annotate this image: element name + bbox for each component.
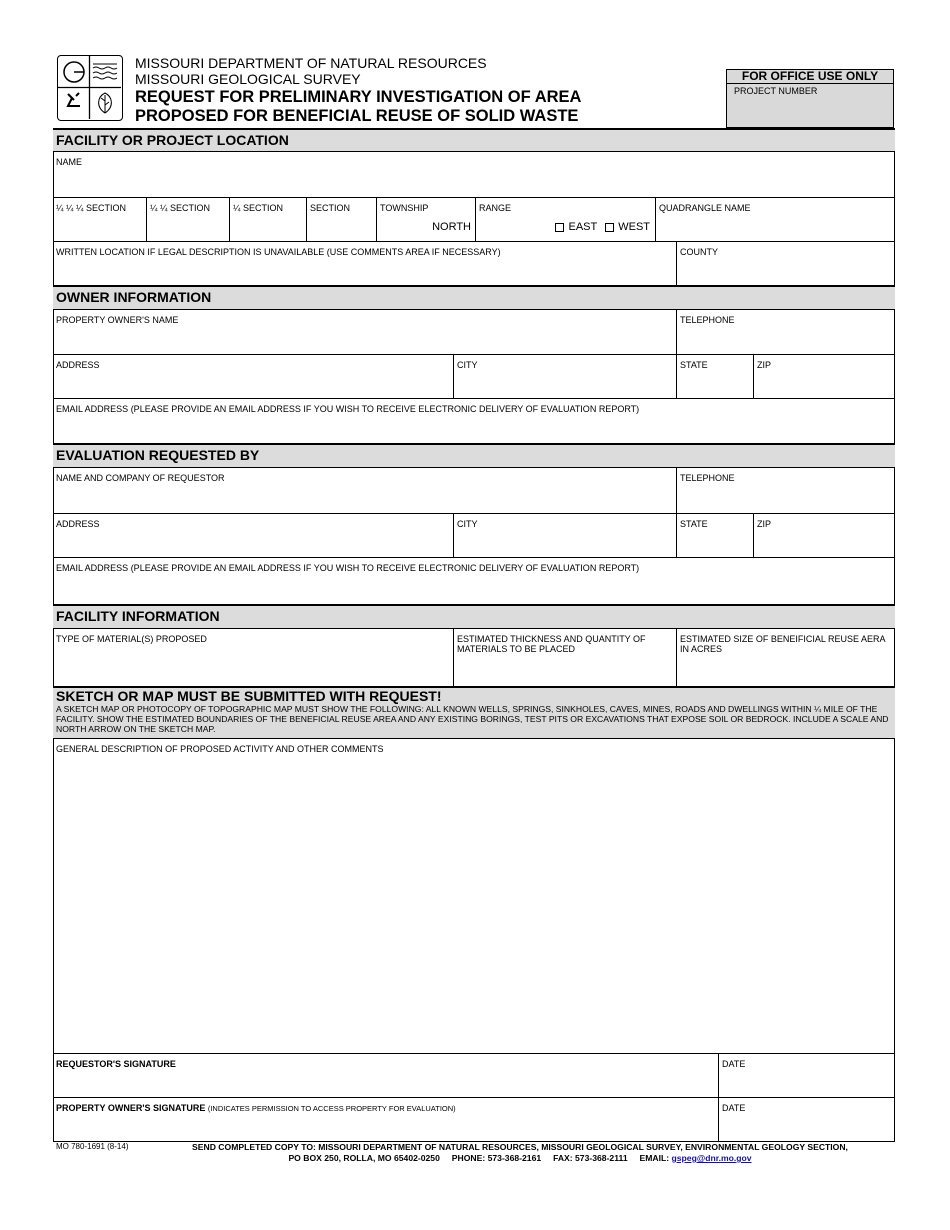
- owner-city-field[interactable]: [453, 354, 676, 398]
- facility-name-field[interactable]: [53, 152, 895, 197]
- written-location-label: WRITTEN LOCATION IF LEGAL DESCRIPTION IS UNAVAILABLE (USE COMMENTS AREA IF NECESSARY): [56, 247, 501, 257]
- west-label: WEST: [618, 221, 650, 233]
- owner-zip-label: ZIP: [757, 360, 772, 370]
- footer-contact: PO BOX 250, ROLLA, MO 65402-0250 PHONE: 573-368-2161 FAX: 573-368-2111 EMAIL:: [288, 1153, 672, 1163]
- owner-state-label: STATE: [680, 360, 708, 370]
- requestor-address-label: ADDRESS: [56, 519, 100, 529]
- qqq-section-label: ¼ ¼ ¼ SECTION: [56, 203, 127, 213]
- owner-signature-label: [53, 1098, 718, 1113]
- thickness-quantity-field[interactable]: [453, 629, 676, 686]
- form-code: MO 780-1691 (8-14): [56, 1142, 129, 1151]
- requestor-name-field[interactable]: [53, 468, 676, 513]
- office-use-title: FOR OFFICE USE ONLY: [727, 70, 893, 84]
- form-title-line1: REQUEST FOR PRELIMINARY INVESTIGATION OF AREA: [135, 88, 582, 106]
- requestor-telephone-label: TELEPHONE: [680, 473, 735, 483]
- range-field[interactable]: [475, 197, 655, 241]
- thickness-quantity-label: ESTIMATED THICKNESS AND QUANTITY OF MATERIALS TO BE PLACED: [457, 634, 646, 654]
- material-type-field[interactable]: [53, 629, 453, 686]
- section-facility-information: FACILITY INFORMATION: [53, 604, 895, 629]
- reuse-area-size-label: ESTIMATED SIZE OF BENEIFICIAL REUSE AERA IN ACRES: [680, 634, 886, 654]
- owner-email-label: EMAIL ADDRESS (PLEASE PROVIDE AN EMAIL ADDRESS IF YOU WISH TO RECEIVE ELECTRONIC DELIVERY OF EVALUATION REPORT): [56, 404, 640, 414]
- footer-address-line1: SEND COMPLETED COPY TO: MISSOURI DEPARTMENT OF NATURAL RESOURCES, MISSOURI GEOLOGICAL SURVEY, ENVIRONMENTAL GEOLOGY SECTION,: [192, 1142, 848, 1152]
- owner-signature-note: (INDICATES PERMISSION TO ACCESS PROPERTY FOR EVALUATION): [207, 1104, 456, 1113]
- qq-section-field[interactable]: [146, 197, 229, 241]
- township-field[interactable]: [376, 197, 475, 241]
- requestor-signature-field[interactable]: [53, 1053, 718, 1097]
- county-field[interactable]: [676, 241, 895, 285]
- written-location-field[interactable]: [53, 241, 676, 285]
- q-section-field[interactable]: [229, 197, 306, 241]
- comments-label: GENERAL DESCRIPTION OF PROPOSED ACTIVITY AND OTHER COMMENTS: [56, 744, 384, 754]
- footer-address-line2: [130, 1153, 910, 1163]
- east-checkbox[interactable]: [555, 223, 564, 232]
- sketch-heading: SKETCH OR MAP MUST BE SUBMITTED WITH REQUEST!: [56, 688, 442, 704]
- requestor-state-label: STATE: [680, 519, 708, 529]
- west-checkbox[interactable]: [605, 223, 614, 232]
- section-field[interactable]: [306, 197, 376, 241]
- comments-field[interactable]: [53, 739, 895, 1053]
- requestor-email-field[interactable]: [53, 557, 895, 604]
- reuse-area-size-field[interactable]: [676, 629, 895, 686]
- division-name: MISSOURI GEOLOGICAL SURVEY: [135, 71, 361, 87]
- owner-address-field[interactable]: [53, 354, 453, 398]
- qqq-section-field[interactable]: [53, 197, 146, 241]
- owner-telephone-label: TELEPHONE: [680, 315, 735, 325]
- requestor-name-label: NAME AND COMPANY OF REQUESTOR: [56, 473, 225, 483]
- footer-email-link[interactable]: gspeg@dnr.mo.gov: [671, 1153, 752, 1163]
- section-label: SECTION: [310, 203, 351, 213]
- sketch-instructions: A SKETCH MAP OR PHOTOCOPY OF TOPOGRAPHIC MAP MUST SHOW THE FOLLOWING: ALL KNOWN WELLS, SPRINGS, SINKHOLES, CAVES, MINES, ROADS AND DWELLINGS WITHIN ¼ MILE OF THE FACILITY. SHOW THE ESTIMATED BOUNDARIES OF THE BENEFICIAL REUSE AREA AND ANY EXISTING BORINGS, TEST PITS OR EXCAVATIONS THAT EXPOSE SOIL OR BEDROCK. INCLUDE A SCALE AND NORTH ARROW ON THE SKETCH MAP.: [56, 704, 889, 734]
- township-label: TOWNSHIP: [380, 203, 429, 213]
- owner-city-label: CITY: [457, 360, 478, 370]
- owner-date-field[interactable]: [718, 1097, 895, 1142]
- east-west-options: [555, 221, 650, 233]
- county-label: COUNTY: [680, 247, 718, 257]
- requestor-city-field[interactable]: [453, 513, 676, 557]
- requestor-state-field[interactable]: [676, 513, 753, 557]
- owner-name-label: PROPERTY OWNER'S NAME: [56, 315, 179, 325]
- requestor-date-field[interactable]: [718, 1053, 895, 1097]
- requestor-zip-field[interactable]: [753, 513, 895, 557]
- requestor-signature-label: REQUESTOR'S SIGNATURE: [56, 1059, 176, 1069]
- owner-signature-field[interactable]: [53, 1097, 718, 1142]
- form-title-line2: PROPOSED FOR BENEFICIAL REUSE OF SOLID WASTE: [135, 107, 579, 125]
- section-evaluation-requested-by: EVALUATION REQUESTED BY: [53, 443, 895, 468]
- range-label: RANGE: [479, 203, 512, 213]
- north-label: NORTH: [432, 221, 471, 233]
- sketch-requirement-notice: [53, 686, 895, 739]
- section-facility-location: FACILITY OR PROJECT LOCATION: [53, 128, 895, 152]
- dnr-logo-icon: [57, 55, 123, 121]
- project-number-field[interactable]: PROJECT NUMBER: [734, 86, 818, 96]
- owner-signature-title: PROPERTY OWNER'S SIGNATURE: [56, 1103, 206, 1113]
- quadrangle-label: QUADRANGLE NAME: [659, 203, 751, 213]
- requestor-telephone-field[interactable]: [676, 468, 895, 513]
- facility-name-label: NAME: [56, 157, 83, 167]
- agency-name: MISSOURI DEPARTMENT OF NATURAL RESOURCES: [135, 55, 487, 71]
- requestor-address-field[interactable]: [53, 513, 453, 557]
- owner-date-label: DATE: [722, 1103, 746, 1113]
- owner-name-field[interactable]: [53, 310, 676, 354]
- requestor-zip-label: ZIP: [757, 519, 772, 529]
- requestor-date-label: DATE: [722, 1059, 746, 1069]
- section-owner-information: OWNER INFORMATION: [53, 285, 895, 310]
- office-use-box: [726, 69, 894, 128]
- owner-address-label: ADDRESS: [56, 360, 100, 370]
- requestor-email-label: EMAIL ADDRESS (PLEASE PROVIDE AN EMAIL ADDRESS IF YOU WISH TO RECEIVE ELECTRONIC DELIVERY OF EVALUATION REPORT): [56, 563, 640, 573]
- owner-zip-field[interactable]: [753, 354, 895, 398]
- east-label: EAST: [568, 221, 598, 233]
- owner-state-field[interactable]: [676, 354, 753, 398]
- owner-telephone-field[interactable]: [676, 310, 895, 354]
- qq-section-label: ¼ ¼ SECTION: [150, 203, 211, 213]
- quadrangle-name-field[interactable]: [655, 197, 895, 241]
- requestor-city-label: CITY: [457, 519, 478, 529]
- q-section-label: ¼ SECTION: [233, 203, 284, 213]
- material-type-label: TYPE OF MATERIAL(S) PROPOSED: [56, 634, 207, 644]
- owner-email-field[interactable]: [53, 398, 895, 443]
